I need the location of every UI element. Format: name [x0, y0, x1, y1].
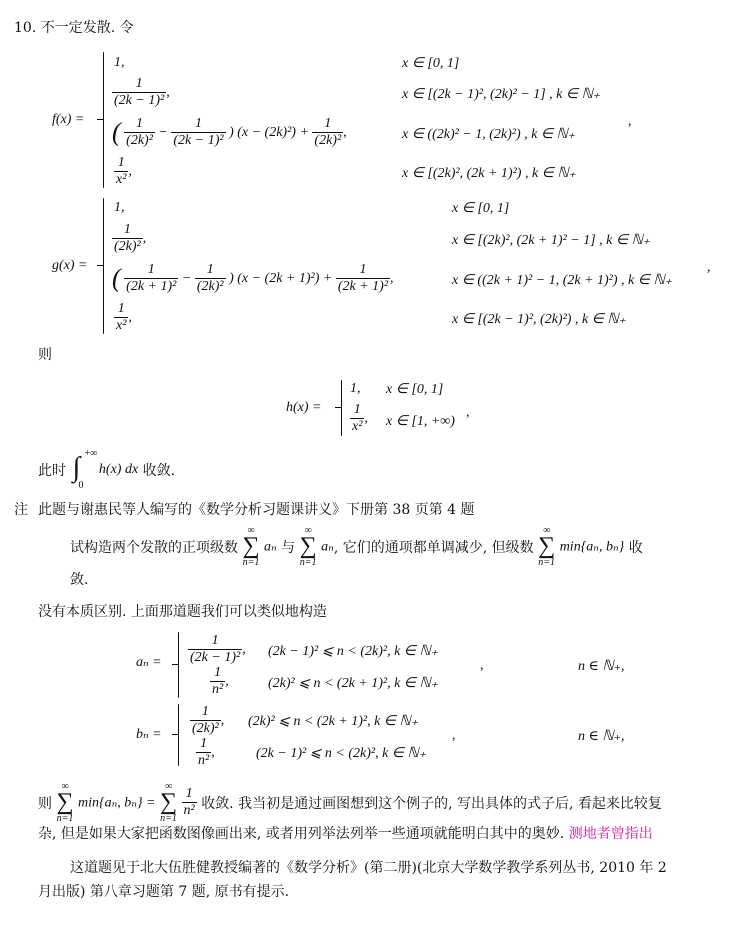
g-brace: [103, 198, 104, 334]
b-label: bₙ =: [136, 727, 162, 742]
sum-sign-3: ∞ ∑ n=1: [538, 525, 556, 568]
credit-text: 测地者曾指出: [568, 826, 653, 842]
g-case2-expr: $\frac{1}{\text{(2k)²}}$ ,: [114, 222, 147, 255]
h-label: h(x) =: [286, 400, 322, 415]
g-trail: ,: [707, 260, 711, 275]
f-case3-expr: ( $\frac{1}{\text{(2k)²}}$ − $\frac{1}{\text{(2k − 1)²}}$ ) (x − (2k)²) + $\frac{1}{\text{(2k)²}}$ ,: [112, 116, 347, 149]
f-case1-expr: 1,: [114, 55, 125, 70]
ending-line3: 这道题见于北大伍胜健教授编著的《数学分析》(第二册)(北京大学数学教学系列丛书, 2010 年 2: [70, 860, 667, 876]
f-case2-cond: x ∈ [(2k − 1)², (2k)² − 1] , k ∈ ℕ₊: [402, 87, 601, 102]
sum-sign-5: ∞ ∑ n=1: [159, 781, 178, 824]
a-case2-expr: $\frac{1}{\text{n²}}$ ,: [212, 665, 229, 698]
h-trail: ,: [466, 405, 470, 420]
b-trail: ,: [452, 728, 456, 743]
ending-line2: 杂, 但是如果大家把函数图像画出来, 或者用列举法列举一些通项就能明白其中的奥妙. 测地者曾指出: [38, 826, 653, 842]
a-case1-cond: (2k − 1)² ⩽ n < (2k)², k ∈ ℕ₊: [268, 644, 439, 659]
quote-line: 试构造两个发散的正项级数 ∞ ∑ n=1 aₙ 与 ∞ ∑ n=1 aₙ, 它们的通项都单调减少, 但级数 ∞ ∑ n=1 min{aₙ, bₙ} 收: [70, 525, 643, 568]
h-case1-expr: 1,: [350, 381, 361, 396]
then-label: 则: [38, 347, 52, 363]
ending-line4: 月出版) 第八章习题第 7 题, 原书有提示.: [38, 884, 290, 900]
g-label: g(x) =: [52, 258, 88, 273]
h-case1-cond: x ∈ [0, 1]: [386, 382, 444, 397]
f-case3-cond: x ∈ ((2k)² − 1, (2k)²) , k ∈ ℕ₊: [402, 127, 576, 142]
f-case4-expr: $\frac{1}{\text{x²}}$ ,: [116, 155, 132, 188]
g-case1-cond: x ∈ [0, 1]: [452, 201, 510, 216]
a-case2-cond: (2k)² ⩽ n < (2k + 1)², k ∈ ℕ₊: [268, 676, 439, 691]
f-case2-expr: $\frac{1}{\text{(2k − 1)²}}$ ,: [114, 76, 170, 109]
h-case2-cond: x ∈ [1, +∞): [386, 414, 455, 429]
ending-line1: 则 ∞ ∑ n=1 min{aₙ, bₙ} = ∞ ∑ n=1 $\frac{1}{\text{n²}}$ 收敛. 我当初是通过画图想到这个例子的, 写出具体的式子后, 看起来比较复: [38, 781, 662, 824]
b-brace: [178, 704, 179, 766]
quote-line2: 敛.: [70, 572, 89, 588]
b-case1-expr: $\frac{1}{\text{(2k)²}}$ ,: [192, 704, 225, 737]
g-case4-expr: $\frac{1}{\text{x²}}$ ,: [116, 301, 132, 334]
g-case1-expr: 1,: [114, 200, 125, 215]
f-label: f(x) =: [52, 112, 85, 127]
f-case1-cond: x ∈ [0, 1]: [402, 56, 460, 71]
a-label: aₙ =: [136, 655, 162, 670]
g-case2-cond: x ∈ [(2k)², (2k + 1)² − 1] , k ∈ ℕ₊: [452, 233, 651, 248]
a-case1-expr: $\frac{1}{\text{(2k − 1)²}}$ ,: [190, 633, 246, 666]
sum-sign-4: ∞ ∑ n=1: [56, 781, 74, 824]
b-case1-cond: (2k)² ⩽ n < (2k + 1)², k ∈ ℕ₊: [248, 714, 419, 729]
g-case3-expr: ( $\frac{1}{\text{(2k + 1)²}}$ − $\frac{1}{\text{(2k)²}}$ ) (x − (2k + 1)²) + $\frac{1}{\text{(2k + 1)²}}$ ,: [112, 262, 394, 295]
f-brace: [103, 52, 104, 188]
b-case2-expr: $\frac{1}{\text{n²}}$ ,: [198, 736, 215, 769]
f-trail: ,: [628, 114, 632, 129]
note-label: 注: [14, 502, 28, 518]
note-line2: 没有本质区别. 上面那道题我们可以类似地构造: [38, 604, 327, 620]
f-case4-cond: x ∈ [(2k)², (2k + 1)²) , k ∈ ℕ₊: [402, 166, 576, 181]
integral-sign: ∫ +∞ 0: [72, 448, 98, 491]
h-brace: [341, 380, 342, 436]
g-case3-cond: x ∈ ((2k + 1)² − 1, (2k + 1)²) , k ∈ ℕ₊: [452, 273, 673, 288]
problem-intro: 10. 不一定发散. 令: [14, 20, 134, 36]
sum-sign-2: ∞ ∑ n=1: [299, 525, 317, 568]
g-case4-cond: x ∈ [(2k − 1)², (2k)²) , k ∈ ℕ₊: [452, 312, 626, 327]
h-case2-expr: $\frac{1}{\text{x²}}$ ,: [352, 402, 368, 435]
a-brace: [178, 632, 179, 698]
a-trail: ,: [480, 658, 484, 673]
b-case2-cond: (2k − 1)² ⩽ n < (2k)², k ∈ ℕ₊: [256, 746, 427, 761]
note-line1: 此题与谢惠民等人编写的《数学分析习题课讲义》下册第 38 页第 4 题: [38, 502, 475, 518]
sum-sign-1: ∞ ∑ n=1: [242, 525, 260, 568]
b-side: n ∈ ℕ₊,: [578, 729, 625, 744]
a-side: n ∈ ℕ₊,: [578, 659, 625, 674]
conclusion-line: 此时 ∫ +∞ 0 h(x) dx 收敛.: [38, 448, 176, 491]
